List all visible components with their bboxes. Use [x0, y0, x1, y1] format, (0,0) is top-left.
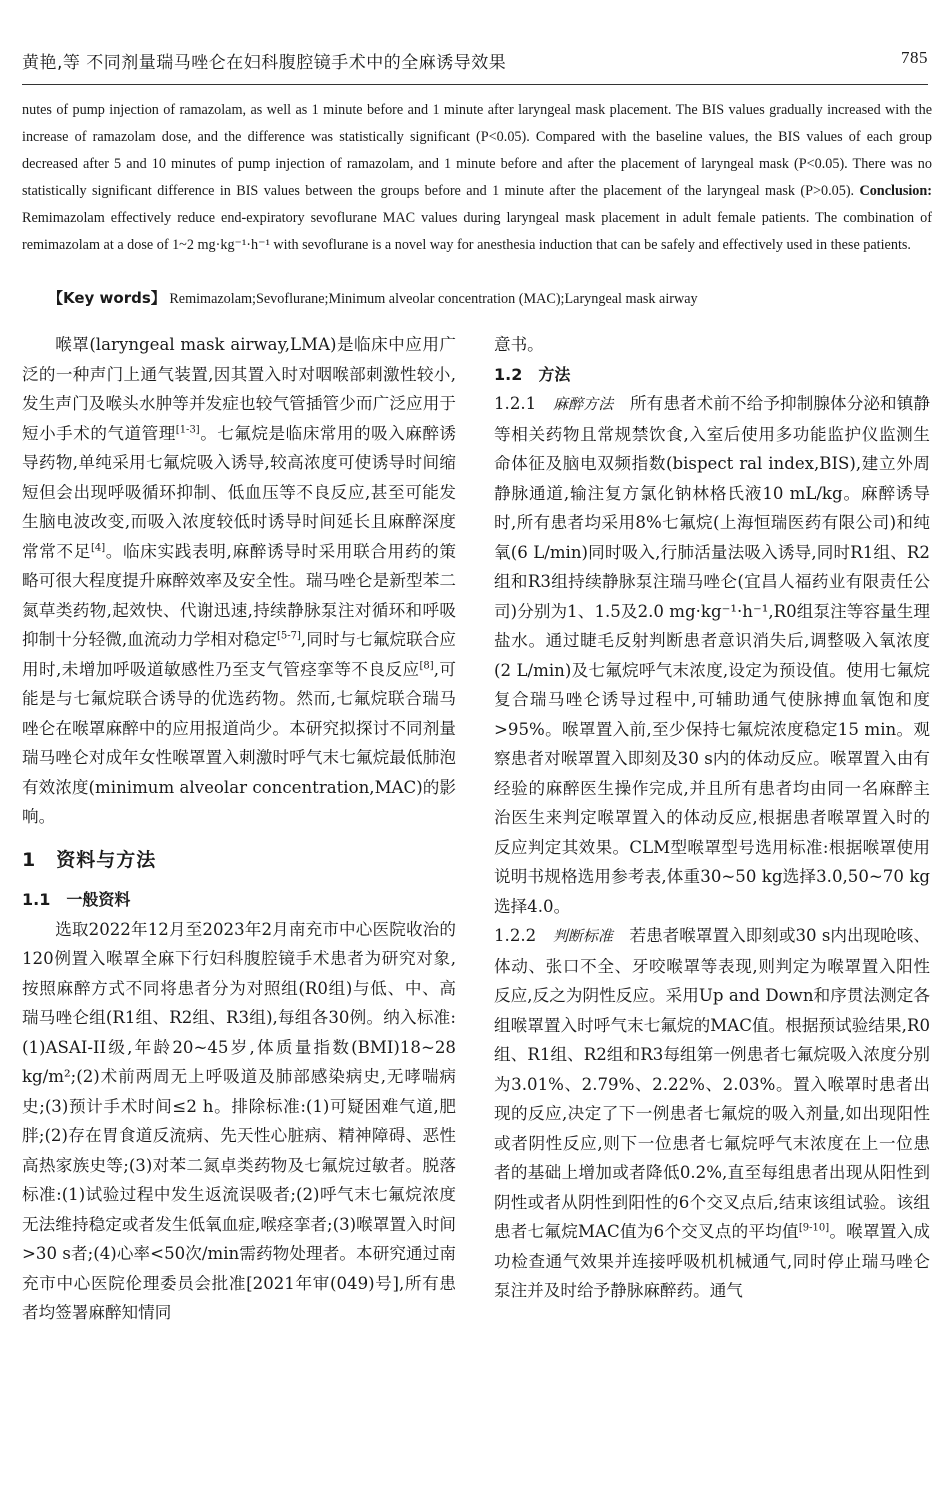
intro-text-c: 。临床实践表明,麻醉诱导时采用联合用药的策略可很大程度提升麻醉效率及安全性。瑞马唑仑是新型苯二氮草类药物,起效快、代谢迅速,持续静脉泵注对循环和呼吸抑制十分轻微,血流动力学相对稳定	[22, 541, 456, 649]
intro-text-d: ,同时与七氟烷联合应用时,未增加呼吸道敏感性乃至支气管痉挛等不良反应	[22, 630, 456, 679]
running-title: 黄艳,等 不同剂量瑞马唑仑在妇科腹腔镜手术中的全麻诱导效果	[22, 53, 507, 73]
heading-number: 1.2.1	[494, 394, 537, 413]
citation: [9-10]	[798, 1222, 830, 1234]
conclusion-label: Conclusion:	[859, 183, 932, 199]
citation: [5-7]	[277, 630, 301, 642]
left-column	[22, 330, 456, 1328]
abstract-paragraph	[22, 97, 932, 259]
anesthesia-method-paragraph	[494, 389, 930, 921]
criteria-paragraph	[494, 921, 930, 1306]
abstract-block	[22, 97, 932, 259]
keywords-label: 【Key words】	[48, 289, 166, 307]
intro-text-e: ,可能是与七氟烷联合诱导的优选药物。然而,七氟烷联合瑞马唑仑在喉罩麻醉中的应用报道尚少。本研究拟探讨不同剂量瑞马唑仑对成年女性喉罩置入刺激时呼气末七氟烷最低肺泡有效浓度(minimum alveolar concentration,MAC)的影响。	[22, 659, 456, 826]
conclusion-text: Remimazolam effectively reduce end-expiratory sevoflurane MAC values during laryngeal mask placement in adult female patients. The combination of remimazolam at a dose of 1~2 mg·kg⁻¹·h⁻¹ with sevoflurane is a novel way for anesthesia induction that can be safely and effectively used in these patients.	[22, 210, 932, 253]
continued-text: 意书。	[494, 335, 544, 354]
heading-number: 1.2.2	[494, 926, 537, 945]
citation: [8]	[419, 659, 434, 671]
page-number: 785	[901, 48, 928, 67]
running-header	[22, 48, 928, 78]
header-rule	[22, 84, 928, 85]
criteria-text-a: 若患者喉罩置入即刻或30 s内出现呛咳、体动、张口不全、牙咬喉罩等表现,则判定为喉罩置入阳性反应,反之为阴性反应。采用Up and Down和序贯法测定各组喉罩置入时呼气末七氟烷的MAC值。根据预试验结果,R0组、R1组、R2组和R3每组第一例患者七氟烷吸入浓度分别为3.01%、2.79%、2.22%、2.03%。置入喉罩时患者出现的反应,决定了下一例患者七氟烷的吸入剂量,如出现阳性或者阴性反应,则下一位患者七氟烷呼气末浓度在上一位患者的基础上增加或者降低0.2%,直至每组患者出现从阳性到阴性或者从阴性到阳性的6个交叉点后,结束该组试验。该组患者七氟烷MAC值为6个交叉点的平均值	[494, 926, 930, 1241]
abstract-results-text: nutes of pump injection of ramazolam, as well as 1 minute before and 1 minute after laryngeal mask placement. The BIS values gradually increased with the increase of ramazolam dose, and the difference was statistically significant (P<0.05). Compared with the baseline values, the BIS values of each group decreased after 5 and 10 minutes of pump injection of ramazolam, and 1 minute before and after the placement of laryngeal mask (P<0.05). There was no statistically significant difference in BIS values between the groups before and 1 minute after the placement of the laryngeal mask (P>0.05).	[22, 102, 932, 199]
intro-paragraph	[22, 330, 456, 832]
citation: [4]	[90, 541, 106, 553]
keywords-text: Remimazolam;Sevoflurane;Minimum alveolar concentration (MAC);Laryngeal mask airway	[169, 291, 698, 307]
intro-text-b: 。七氟烷是临床常用的吸入麻醉诱导药物,单纯采用七氟烷吸入诱导,较高浓度可使诱导时间缩短但会出现呼吸循环抑制、低血压等不良反应,甚至可能发生脑电波改变,而吸入浓度较低时诱导时间延长且麻醉深度常常不足	[22, 423, 457, 561]
heading-title: 判断标准	[552, 927, 613, 945]
general-info-paragraph: 选取2022年12月至2023年2月南充市中心医院收治的120例置入喉罩全麻下行妇科腹腔镜手术患者为研究对象,按照麻醉方式不同将患者分为对照组(R0组)与低、中、高瑞马唑仑组(R1组、R2组、R3组),每组各30例。纳入标准:(1)ASAI-II级,年龄20~45岁,体质量指数(BMI)18~28 kg/m²;(2)术前两周无上呼吸道及肺部感染病史,无哮喘病史;(3)预计手术时间≤2 h。排除标准:(1)可疑困难气道,肥胖;(2)存在胃食道反流病、先天性心脏病、精神障碍、恶性高热家族史等;(3)对苯二氮卓类药物及七氟烷过敏者。脱落标准:(1)试验过程中发生返流误吸者;(2)呼气末七氟烷浓度无法维持稳定或者发生低氧血症,喉痉挛者;(3)喉罩置入时间>30 s者;(4)心率<50次/min需药物处理者。本研究通过南充市中心医院伦理委员会批准[2021年审(049)号],所有患者均签署麻醉知情同	[22, 919, 456, 1322]
heading-title: 麻醉方法	[552, 395, 614, 413]
anesthesia-method-text: 所有患者术前不给予抑制腺体分泌和镇静等相关药物且常规禁饮食,入室后使用多功能监护仪监测生命体征及脑电双频指数(bispect ral index,BIS),建立外周静脉通道,输注复方氯化钠林格氏液10 mL/kg。麻醉诱导时,所有患者均采用8%七氟烷(上海恒瑞医药有限公司)和纯氧(6 L/min)同时吸入,行肺活量法吸入诱导,同时R1组、R2组和R3组持续静脉泵注瑞马唑仑(宜昌人福药业有限责任公司)分别为1、1.5及2.0 mg·kg⁻¹·h⁻¹,R0组泵注等容量生理盐水。通过睫毛反射判断患者意识消失后,调整吸入氧浓度(2 L/min)及七氟烷呼气末浓度,设定为预设值。使用七氟烷复合瑞马唑仑诱导过程中,可辅助通气使脉搏血氧饱和度>95%。喉罩置入前,至少保持七氟烷浓度稳定15 min。观察患者对喉罩置入即刻及30 s内的体动反应。喉罩置入由有经验的麻醉医生操作完成,并且所有患者均由同一名麻醉主治医生来判定喉罩置入的体动反应,根据患者喉罩置入时的反应判定其效果。CLM型喉罩型号选用标准:根据喉罩使用说明书规格选用参考表,体重30~50 kg选择3.0,50~70 kg选择4.0。	[494, 394, 930, 916]
keywords-line	[48, 287, 928, 308]
intro-text-a: 喉罩(laryngeal mask airway,LMA)是临床中应用广泛的一种声门上通气装置,因其置入时对咽喉部刺激性较小,发生声门及喉头水肿等并发症也较气管插管少而广泛应用于短小手术的气道管理	[22, 335, 456, 443]
citation: [1-3]	[175, 423, 200, 435]
subsection-heading-1-2: 1.2 方法	[494, 364, 571, 384]
subsection-heading-1-1: 1.1 一般资料	[22, 890, 131, 909]
criteria-text-b: 。喉罩置入成功检查通气效果并连接呼吸机机械通气,同时停止瑞马唑仑泵注并及时给予静脉麻醉药。通气	[494, 1222, 930, 1300]
right-column	[494, 330, 930, 1306]
section-heading-1: 1 资料与方法	[22, 848, 157, 871]
